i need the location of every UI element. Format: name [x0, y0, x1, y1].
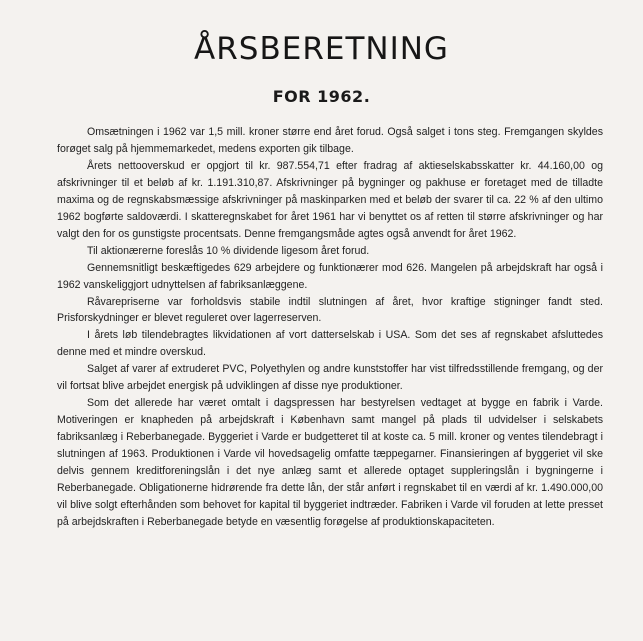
paragraph-employees: Gennemsnitligt beskæftigedes 629 arbejdere og funktionærer mod 626. Mangelen på arbejdskraft har også i 1962 vanskeliggjort udnyttelsen af fabriksanlæggene.	[57, 261, 603, 291]
paragraph-net-profit: Årets nettooverskud er opgjort til kr. 987.554,71 efter fradrag af aktieselskabsskatter kr. 44.160,00 og afskrivninger til et beløb af kr. 1.191.310,87. Afskrivninger på bygninger og pakhuse er foretaget med de tilladte maxima og de regnskabsmæssige afskrivninger på maskinparken med et beløb der svarer til ca. 22 % af den ultimo 1962 bogførte saldoværdi. I skatteregnskabet for året 1961 har vi benyttet os af retten til større afskrivninger og har valgt den for os gunstigste procentsats. Denne fremgangsmåde agtes også anvendt for året 1962.	[57, 159, 603, 240]
page-title: ÅRSBERETNING	[194, 31, 449, 67]
paragraph-dividend: Til aktionærerne foreslås 10 % dividende ligesom året forud.	[87, 244, 370, 257]
paragraph-subsidiary: I årets løb tilendebragtes likvidationen af vort datterselskab i USA. Som det ses af regnskabet afsluttedes denne med et mindre overskud.	[57, 329, 603, 359]
paragraph-revenue: Omsætningen i 1962 var 1,5 mill. kroner større end året forud. Også salget i tons steg. Fremgangen skyldes forøget salg på hjemmemarkedet, medens exporten gik tilbage.	[57, 126, 603, 155]
paragraph-plastics: Salget af varer af extruderet PVC, Polyethylen og andre kunststoffer har vist tilfredsstillende fremgang, og der vil fortsat blive arbejdet energisk på udviklingen af disse nye produktioner.	[57, 363, 603, 393]
report-body	[57, 124, 603, 531]
paragraph-varde-factory: Som det allerede har været omtalt i dagspressen har bestyrelsen vedtaget at bygge en fabrik i Varde. Motiveringen er knapheden på arbejdskraft i København samt mangel på plads til udvidelser i selskabets fabriksanlæg i Reberbanegade. Byggeriet i Varde er budgetteret til at koste ca. 5 mill. kroner og ventes tilendebragt i slutningen af 1963. Produktionen i Varde vil hovedsagelig omfatte tæppegarner. Finansieringen af byggeriet vil ske delvis gennem kreditforeningslån i det nye anlæg samt et allerede optaget suppleringslån i bygningerne i Reberbanegade. Obligationerne hidrørende fra dette lån, der står anført i regnskabet til en værdi af kr. 1.490.000,00 vil blive solgt efterhånden som behovet for kapital til byggeriet indtræder. Fabriken i Varde vil foruden at lette presset på arbejdskraften i Reberbanegade betyde en væsentlig forøgelse af produktionskapaciteten.	[57, 397, 603, 528]
paragraph-raw-materials: Råvarepriserne var forholdsvis stabile indtil slutningen af året, hvor kraftige stigninger fandt sted. Prisforskydninger er blevet reguleret over lagerreserven.	[57, 295, 603, 325]
page-subtitle: FOR 1962.	[272, 87, 371, 106]
